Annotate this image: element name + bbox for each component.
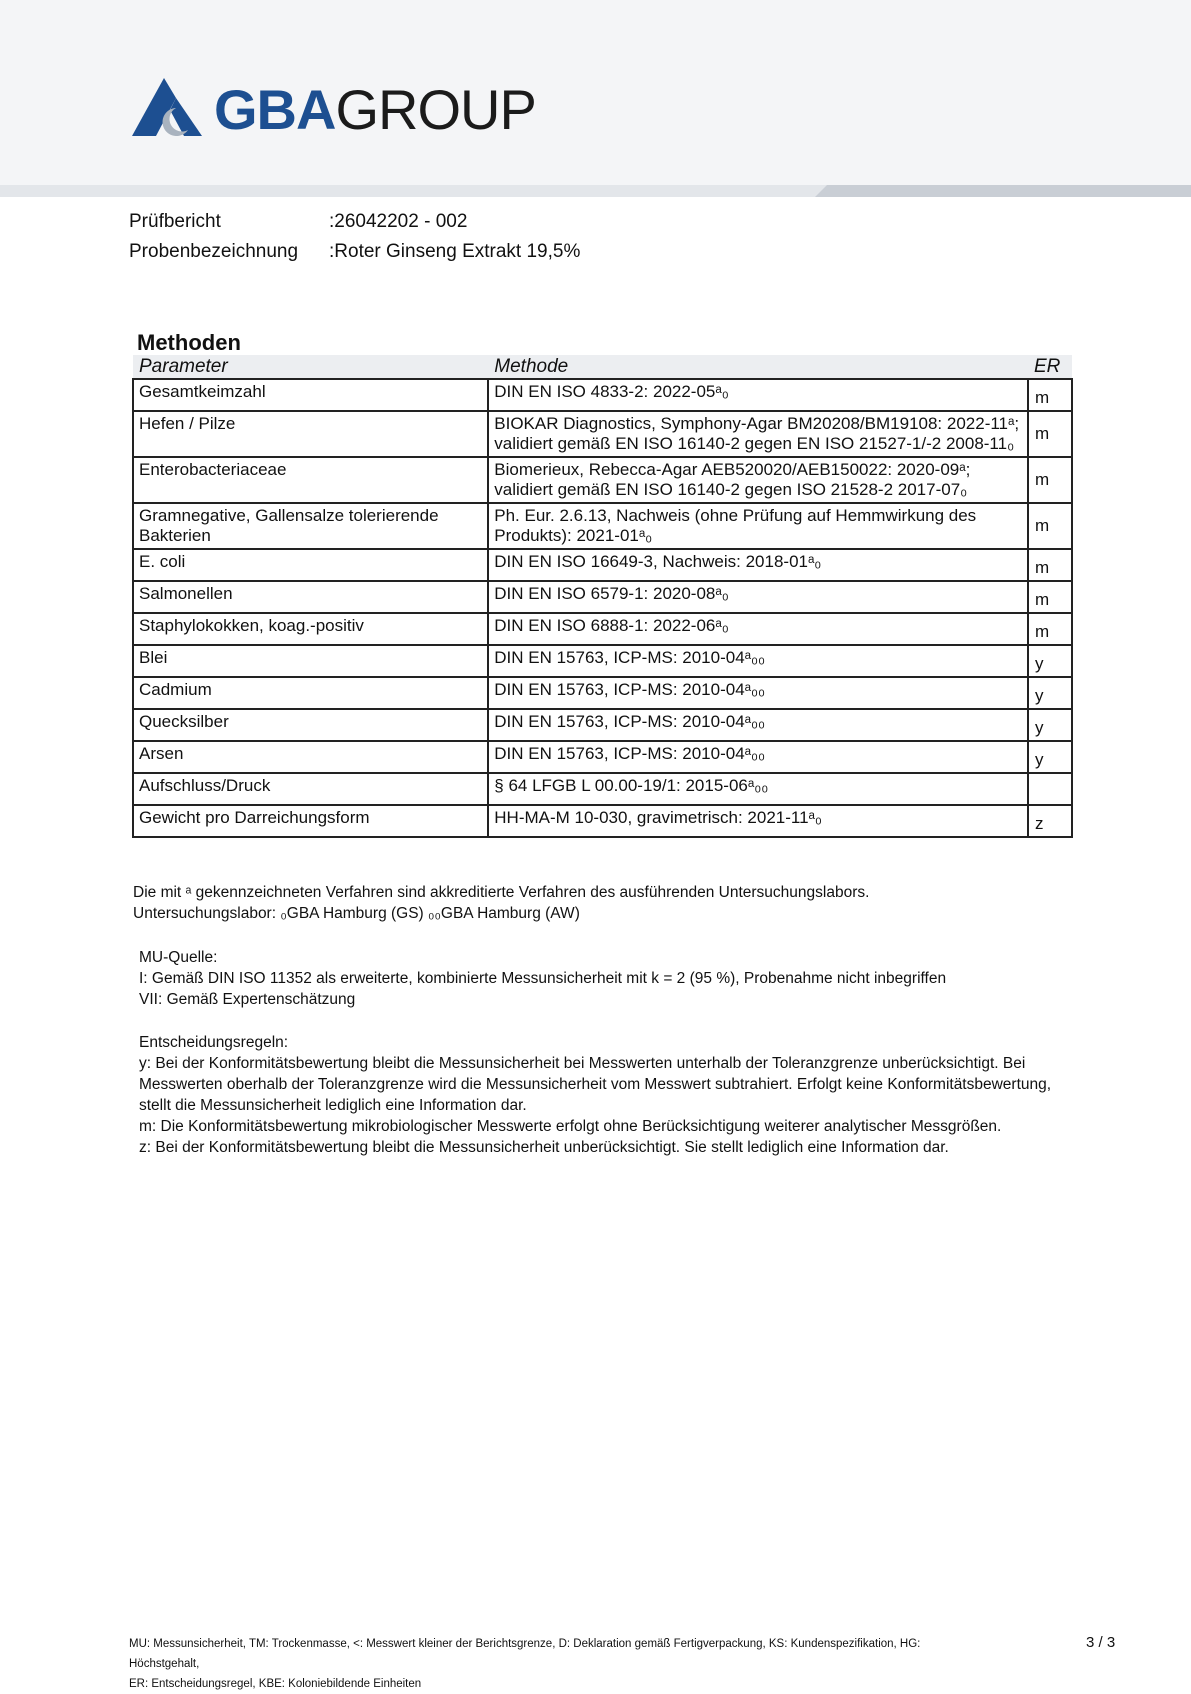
gba-logo-mark-icon [132,78,204,140]
er-cell: y [1028,741,1072,773]
decision-rule-m: m: Die Konformitätsbewertung mikrobiologischer Messwerte erfolgt ohne Berücksichtigung weiterer analytischer Messgrößen. [139,1118,1002,1135]
accreditation-notes [133,882,1073,924]
mu-source-notes [139,947,1079,1010]
parameter-cell: Gewicht pro Darreichungsform [133,805,488,837]
logo-text-gba: GBA [214,77,336,141]
er-cell: m [1028,457,1072,503]
method-cell: DIN EN ISO 6579-1: 2020-08ᵃ₀ [488,581,1028,613]
method-cell: Ph. Eur. 2.6.13, Nachweis (ohne Prüfung auf Hemmwirkung des Produkts): 2021-01ᵃ₀ [488,503,1028,549]
mu-source-i: I: Gemäß DIN ISO 11352 als erweiterte, kombinierte Messunsicherheit mit k = 2 (95 %), Probenahme nicht inbegriffen [139,970,947,987]
table-row [133,411,1072,457]
er-cell [1028,773,1072,805]
table-row [133,773,1072,805]
parameter-cell: Cadmium [133,677,488,709]
decision-rules-title: Entscheidungsregeln: [139,1034,289,1051]
gba-group-logo [132,78,536,140]
parameter-cell: Hefen / Pilze [133,411,488,457]
sample-name-label: Probenbezeichnung [129,241,299,262]
methods-table [132,355,1073,838]
accredited-note: Die mit ᵃ gekennzeichneten Verfahren sind akkreditierte Verfahren des ausführenden Untersuchungslabors. [133,884,870,901]
table-row [133,457,1072,503]
column-header-method: Methode [488,355,1028,379]
decision-rule-z: z: Bei der Konformitätsbewertung bleibt die Messunsicherheit unberücksichtigt. Sie stellt lediglich eine Information dar. [139,1139,949,1156]
parameter-cell: Arsen [133,741,488,773]
er-cell: y [1028,709,1072,741]
page-number: 3 / 3 [1086,1634,1116,1651]
sample-name-value: :Roter Ginseng Extrakt 19,5% [329,241,581,262]
parameter-cell: E. coli [133,549,488,581]
report-number-label: Prüfbericht [129,211,221,232]
decision-rule-y: y: Bei der Konformitätsbewertung bleibt die Messunsicherheit bei Messwerten unterhalb der Toleranzgrenze unberücksichtigt. Bei Messwerten oberhalb der Toleranzgrenze wird die Messunsicherheit vom Messwert subtrahiert. Erfolgt keine Konformitätsbewertung, stellt die Messunsicherheit lediglich eine Information dar. [139,1055,1052,1114]
table-row [133,613,1072,645]
parameter-cell: Blei [133,645,488,677]
column-header-er: ER [1028,355,1072,379]
footer-legend [129,1634,979,1694]
er-cell: m [1028,613,1072,645]
method-cell: § 64 LFGB L 00.00-19/1: 2015-06ᵃ₀₀ [488,773,1028,805]
er-cell: y [1028,645,1072,677]
method-cell: HH-MA-M 10-030, gravimetrisch: 2021-11ᵃ₀ [488,805,1028,837]
lab-note: Untersuchungslabor: ₀GBA Hamburg (GS) ₀₀GBA Hamburg (AW) [133,905,580,922]
parameter-cell: Quecksilber [133,709,488,741]
footer-line-2: ER: Entscheidungsregel, KBE: Koloniebildende Einheiten [129,1678,422,1690]
er-cell: m [1028,503,1072,549]
table-row [133,581,1072,613]
parameter-cell: Aufschluss/Druck [133,773,488,805]
method-cell: DIN EN 15763, ICP-MS: 2010-04ᵃ₀₀ [488,741,1028,773]
table-row [133,741,1072,773]
er-cell: z [1028,805,1072,837]
method-cell: DIN EN ISO 4833-2: 2022-05ᵃ₀ [488,379,1028,411]
mu-source-title: MU-Quelle: [139,949,218,966]
report-number-row [129,207,580,237]
er-cell: m [1028,379,1072,411]
method-cell: BIOKAR Diagnostics, Symphony-Agar BM20208/BM19108: 2022-11ᵃ; validiert gemäß EN ISO 16140-2 gegen EN ISO 21527-1/-2 2008-11₀ [488,411,1028,457]
header-stripe-accent [815,185,1191,197]
table-row [133,379,1072,411]
method-cell: DIN EN ISO 16649-3, Nachweis: 2018-01ᵃ₀ [488,549,1028,581]
er-cell: m [1028,549,1072,581]
report-meta [129,207,580,267]
parameter-cell: Gramnegative, Gallensalze tolerierende Bakterien [133,503,488,549]
method-cell: Biomerieux, Rebecca-Agar AEB520020/AEB150022: 2020-09ᵃ; validiert gemäß EN ISO 16140-2 gegen ISO 21528-2 2017-07₀ [488,457,1028,503]
method-cell: DIN EN ISO 6888-1: 2022-06ᵃ₀ [488,613,1028,645]
decision-rules [139,1032,1079,1158]
er-cell: m [1028,581,1072,613]
parameter-cell: Enterobacteriaceae [133,457,488,503]
table-row [133,503,1072,549]
report-number-value: :26042202 - 002 [329,211,468,232]
method-cell: DIN EN 15763, ICP-MS: 2010-04ᵃ₀₀ [488,709,1028,741]
sample-name-row [129,237,580,267]
table-row [133,645,1072,677]
footer-line-1: MU: Messunsicherheit, TM: Trockenmasse, <: Messwert kleiner der Berichtsgrenze, D: Deklaration gemäß Fertigverpackung, KS: Kundenspezifikation, HG: Höchstgehalt, [129,1638,921,1670]
table-row [133,549,1072,581]
parameter-cell: Staphylokokken, koag.-positiv [133,613,488,645]
er-cell: m [1028,411,1072,457]
parameter-cell: Gesamtkeimzahl [133,379,488,411]
table-row [133,677,1072,709]
methods-title: Methoden [137,330,241,355]
parameter-cell: Salmonellen [133,581,488,613]
table-row [133,709,1072,741]
logo-text-group: GROUP [335,77,536,141]
er-cell: y [1028,677,1072,709]
mu-source-vii: VII: Gemäß Expertenschätzung [139,991,356,1008]
table-row [133,805,1072,837]
methods-header-row [133,355,1072,379]
method-cell: DIN EN 15763, ICP-MS: 2010-04ᵃ₀₀ [488,645,1028,677]
column-header-parameter: Parameter [133,355,488,379]
method-cell: DIN EN 15763, ICP-MS: 2010-04ᵃ₀₀ [488,677,1028,709]
